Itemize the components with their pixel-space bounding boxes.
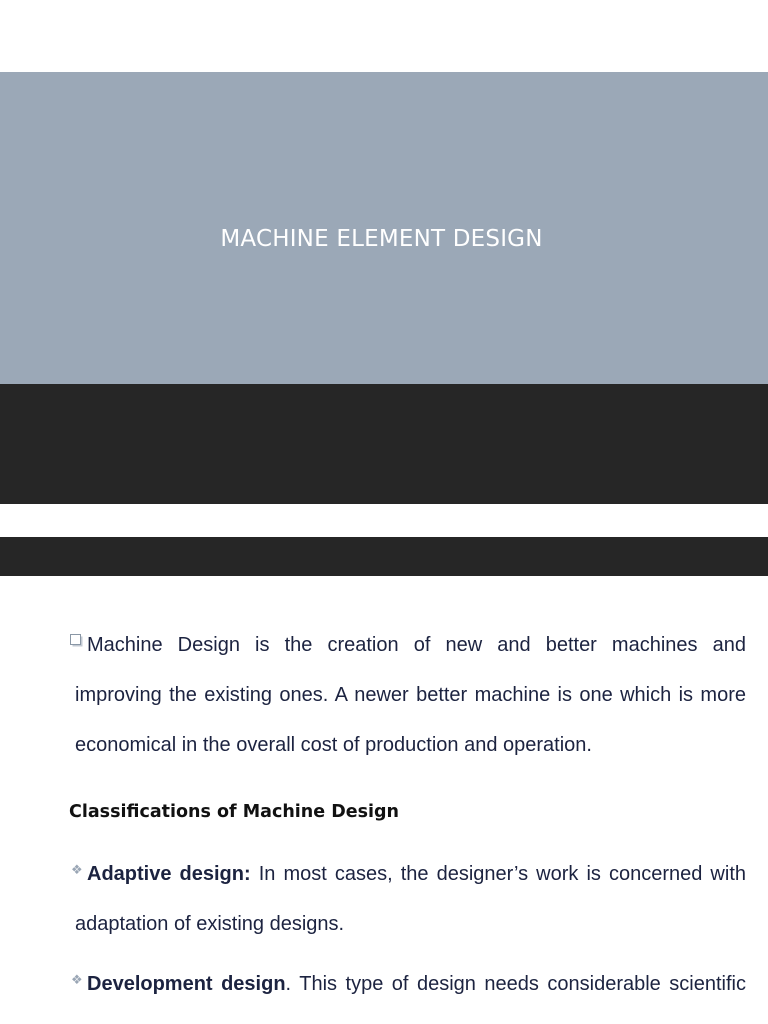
development-line-1	[75, 959, 746, 1009]
adaptive-lead: Adaptive design:	[87, 863, 251, 885]
diamond-bullet-icon: ❖	[71, 863, 83, 878]
dark-band-top	[0, 384, 768, 504]
adaptive-line-1-rest: In most cases, the designer’s work is concerned with	[250, 863, 746, 885]
page-title: MACHINE ELEMENT DESIGN	[220, 226, 543, 252]
intro-paragraph	[75, 620, 746, 770]
adaptive-line-2: adaptation of existing designs.	[75, 913, 345, 935]
intro-line-2: improving the existing ones. A newer better machine is one which is more	[75, 684, 746, 706]
diamond-bullet-icon: ❖	[71, 973, 83, 988]
adaptive-line-1	[75, 849, 746, 899]
classifications-heading: Classifications of Machine Design	[69, 802, 399, 822]
adaptive-design-item	[75, 849, 746, 949]
development-design-item	[75, 959, 746, 1009]
intro-line-3: economical in the overall cost of production and operation.	[75, 734, 592, 756]
intro-line-1: Machine Design is the creation of new and better machines and	[87, 634, 746, 656]
development-line-1-rest: . This type of design needs considerable scientific	[285, 973, 746, 995]
development-lead: Development design	[87, 973, 286, 995]
dark-band-bottom	[0, 537, 768, 576]
